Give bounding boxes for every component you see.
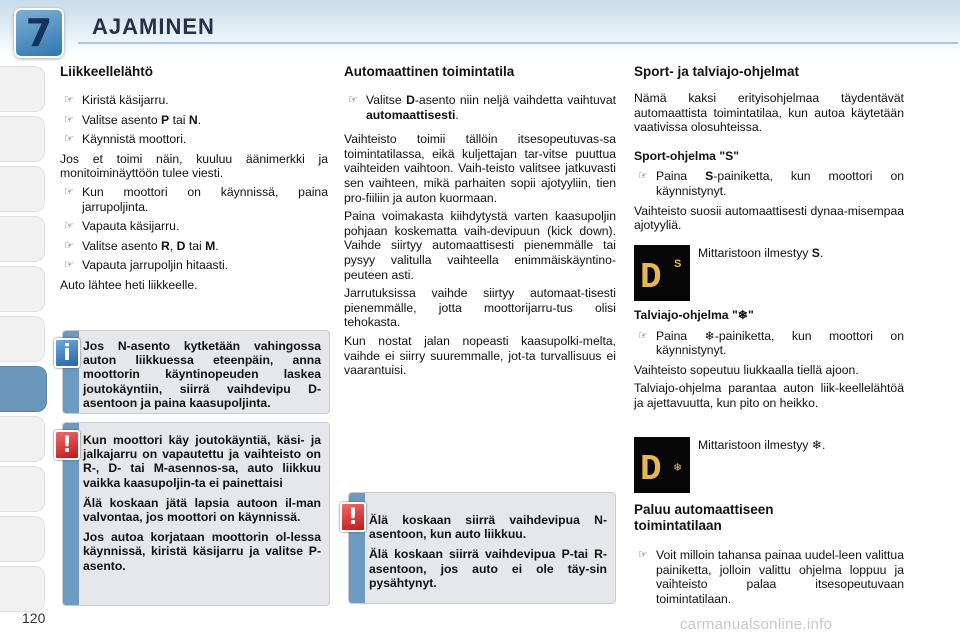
column-1 xyxy=(60,64,328,297)
paragraph: Vaihteisto sopeutuu liukkaalla tiellä ajoon. xyxy=(634,362,859,377)
list-item: ☞ Kun moottori on käynnissä, paina jarrupoljinta. xyxy=(64,184,328,214)
pointing-hand-icon: ☞ xyxy=(64,133,74,146)
chapter-tab[interactable] xyxy=(0,316,45,362)
list-item: ☞ Valitse D-asento niin neljä vaihdetta vaihtuvat automaattisesti. xyxy=(348,93,616,122)
paragraph: Paina voimakasta kiihdytystä varten kaasupoljin pohjaan koskematta vaih-devipuun (kick down). Vaihde siirtyy automaattisesti pienemmälle tai pysyy valitulla vaihteella enimmäiskäyntino-peuteen asti. xyxy=(344,209,616,282)
winter-display-graphic xyxy=(634,437,690,493)
pointing-hand-icon: ☞ xyxy=(638,549,648,561)
section-heading: Automaattinen toimintatila xyxy=(344,64,515,79)
warning-box-text: Älä koskaan siirrä vaihdevipua N-asentoon, kun auto liikkuu. Älä koskaan siirrä vaihdevipua P-tai R-asentoon, jos auto ei ole täy-sin pysähtynyt. xyxy=(369,513,607,590)
return-section xyxy=(634,502,904,611)
info-icon: i xyxy=(54,338,80,368)
list-item: ☞ Kiristä käsijarru. xyxy=(64,93,169,107)
pointing-hand-icon: ☞ xyxy=(64,220,74,233)
pointing-hand-icon: ☞ xyxy=(348,94,358,106)
paragraph: Nämä kaksi erityisohjelmaa täydentävät automaattista toimintatilaa, kun autoa käytetään vaativissa olosuhteissa. xyxy=(634,91,904,135)
paragraph: Talviajo-ohjelma parantaa auton liik-keellelähtöä ja ajettavuutta, kun pito on heikko. xyxy=(634,381,904,410)
column-1-body xyxy=(60,93,328,293)
pointing-hand-icon: ☞ xyxy=(64,259,74,272)
list-item: ☞ Käynnistä moottori. xyxy=(64,132,187,147)
chapter-tab[interactable] xyxy=(0,166,45,212)
info-box xyxy=(62,330,330,414)
mode-letter: S xyxy=(674,258,682,270)
chapter-number-badge: 7 xyxy=(14,8,64,58)
sport-display-caption: Mittaristoon ilmestyy S. xyxy=(698,246,824,260)
pointing-hand-icon: ☞ xyxy=(64,113,74,126)
pointing-hand-icon: ☞ xyxy=(638,170,648,183)
gear-letter: D xyxy=(640,449,662,490)
paragraph: Vaihteisto toimii tällöin itsesopeutuvas-sa toimintatilassa, eikä kuljettajan tar-vitse puuttua vaihteiden vaihtoon. Vaih-teisto valitsee jatkuvasti sen vaihteen, mikä parhaiten sopii ajotyyliin, tien pro-fiiliin ja auton kuormaan. xyxy=(344,132,616,205)
snowflake-icon: ❄ xyxy=(737,308,748,322)
section-heading: Paluu automaattiseen toimintatilaan xyxy=(634,502,774,533)
paragraph: Vaihteisto suosii automaattisesti dynaa-misempaa ajotyyliä. xyxy=(634,203,904,233)
chapter-tab-strip xyxy=(0,60,48,620)
subheading-winter: Talviajo-ohjelma "❄" xyxy=(634,308,754,322)
warning-box-text: Kun moottori käy joutokäyntiä, käsi- ja jalkajarru on vapautettu ja vaihteisto on R-, D- tai M-asennos-sa, auto liikkuu vaikka kaasupoljin-ta ei painettaisi Älä koskaan jätä lapsia autoon il-man valvontaa, jos moottori on käynnissä. Jos autoa korjataan moottorin ol-lessa käynnissä, kiristä käsijarru ja valitse P-asento. xyxy=(83,433,321,573)
mode-symbol: ❄ xyxy=(673,461,683,474)
chapter-tab[interactable] xyxy=(0,66,45,112)
list-item: ☞ Paina S-painiketta, kun moottori on käynnistynyt. xyxy=(638,169,904,198)
chapter-title: AJAMINEN xyxy=(92,14,215,39)
column-2-body xyxy=(344,93,616,378)
winter-display-caption: Mittaristoon ilmestyy ❄. xyxy=(698,438,826,452)
column-2 xyxy=(344,64,616,382)
pointing-hand-icon: ☞ xyxy=(64,239,74,252)
pointing-hand-icon: ☞ xyxy=(64,94,74,106)
list-item: ☞ Valitse asento P tai N. xyxy=(64,112,202,127)
pointing-hand-icon: ☞ xyxy=(638,329,648,342)
section-heading: Liikkeellelähtö xyxy=(60,64,154,79)
list-item: ☞ Vapauta jarrupoljin hitaasti. xyxy=(64,258,229,273)
watermark: carmanualsonline.info xyxy=(680,616,833,633)
warning-box-2 xyxy=(348,492,616,604)
chapter-tab[interactable] xyxy=(0,566,45,612)
winter-display-image xyxy=(634,437,690,493)
column-3 xyxy=(634,64,904,237)
snowflake-icon: ❄ xyxy=(704,328,715,343)
paragraph: Kun nostat jalan nopeasti kaasupolki-melta, vaihde ei siirry suuremmalle, jot-ta turvallisuus ei vaarantuisi. xyxy=(344,333,616,378)
warning-box xyxy=(62,422,330,606)
column-3-body xyxy=(634,91,904,233)
list-item: ☞ Valitse asento R, D tai M. xyxy=(64,238,219,253)
paragraph: Jos et toimi näin, kuuluu äänimerkki ja monitoiminäyttöön tulee viesti. xyxy=(60,151,328,181)
page-number: 120 xyxy=(22,610,46,626)
sport-display-image xyxy=(634,245,690,301)
sport-display-graphic xyxy=(634,245,690,301)
list-item: ☞ Paina ❄-painiketta, kun moottori on käynnistynyt. xyxy=(638,328,904,358)
winter-section xyxy=(634,308,904,415)
chapter-tab-active[interactable] xyxy=(0,366,47,412)
chapter-tab[interactable] xyxy=(0,516,45,562)
warning-icon: ! xyxy=(54,430,80,460)
paragraph: Auto lähtee heti liikkeelle. xyxy=(60,277,198,292)
gear-letter: D xyxy=(640,257,662,298)
list-item: ☞ Voit milloin tahansa painaa uudel-leen valittua painiketta, jolloin valittu ohjelma loppuu ja vaihteisto palaa itsesopeutuvaan toimintatilaan. xyxy=(638,548,904,606)
title-divider xyxy=(78,42,958,44)
subheading-sport: Sport-ohjelma "S" xyxy=(634,148,740,163)
list-item: ☞ Vapauta käsijarru. xyxy=(64,219,180,234)
chapter-tab[interactable] xyxy=(0,466,45,512)
info-box-text: Jos N-asento kytketään vahingossa auton liikkuessa eteenpäin, anna moottorin käyntinopeuden laskea joutokäyntiin, siirrä vaihdevipu D-asentoon ja paina kaasupoljinta. xyxy=(83,339,321,410)
warning-icon: ! xyxy=(340,502,366,532)
section-heading: Sport- ja talviajo-ohjelmat xyxy=(634,64,800,79)
chapter-tab[interactable] xyxy=(0,416,45,462)
pointing-hand-icon: ☞ xyxy=(64,185,74,198)
chapter-tab[interactable] xyxy=(0,266,45,312)
snowflake-icon: ❄ xyxy=(811,438,822,452)
chapter-tab[interactable] xyxy=(0,116,45,162)
paragraph: Jarrutuksissa vaihde siirtyy automaat-tisesti pienemmälle, jotta moottorijarru-tus olisi tehokasta. xyxy=(344,286,616,330)
chapter-tab[interactable] xyxy=(0,216,45,262)
